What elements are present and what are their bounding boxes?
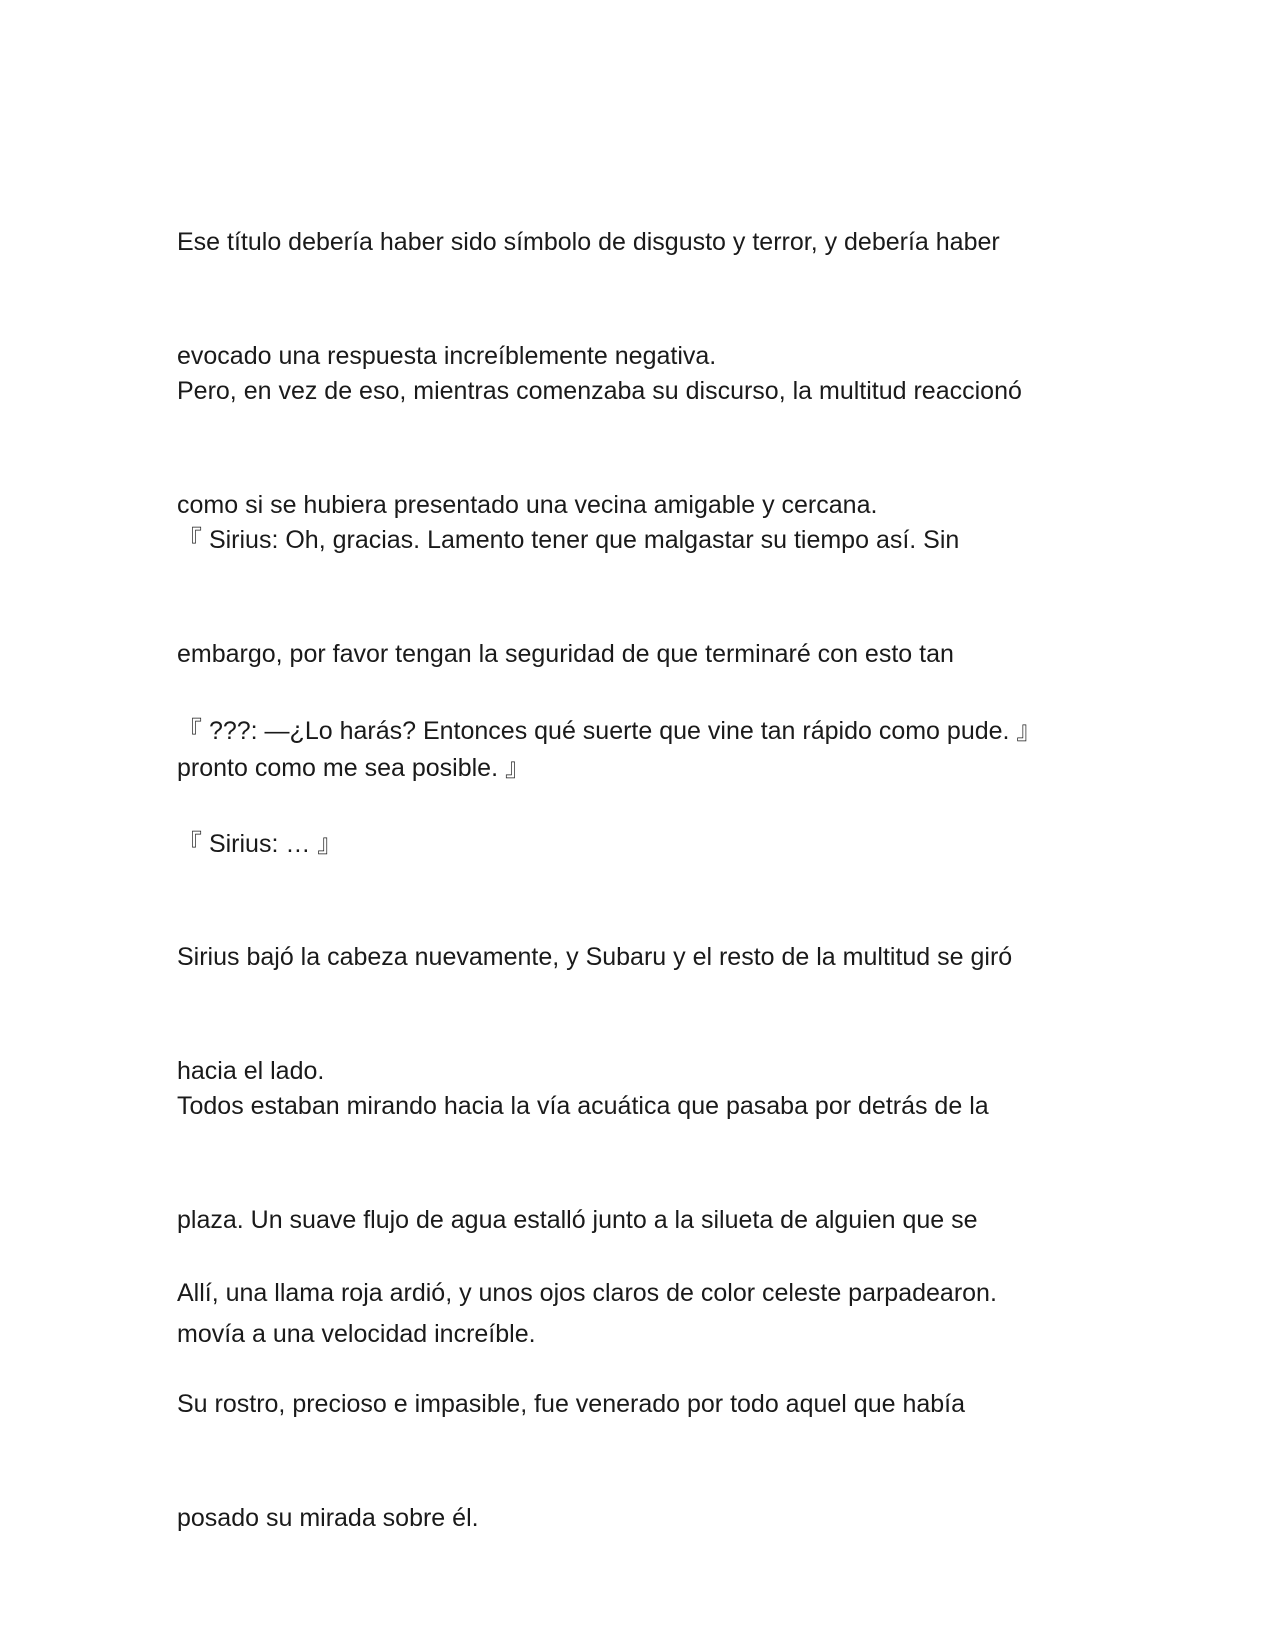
paragraph-line: plaza. Un suave flujo de agua estalló junto a la silueta de alguien que se <box>177 1206 978 1234</box>
paragraph-line: evocado una respuesta increíblemente negativa. <box>177 342 717 370</box>
paragraph-line: posado su mirada sobre él. <box>177 1504 479 1532</box>
paragraph-line: hacia el lado. <box>177 1057 325 1085</box>
paragraph-line: 『 ???: —¿Lo harás? Entonces qué suerte que vine tan rápido como pude. 』 <box>177 717 1042 745</box>
paragraph-line: Allí, una llama roja ardió, y unos ojos claros de color celeste parpadearon. <box>177 1279 997 1307</box>
paragraph-line: Ese título debería haber sido símbolo de disgusto y terror, y debería haber <box>177 228 1000 256</box>
paragraph-line: movía a una velocidad increíble. <box>177 1320 536 1348</box>
paragraph-line: embargo, por favor tengan la seguridad de que terminaré con esto tan <box>177 640 954 668</box>
paragraph-line: como si se hubiera presentado una vecina amigable y cercana. <box>177 491 878 519</box>
paragraph-line: pronto como me sea posible. 』 <box>177 754 530 782</box>
paragraph-line: 『 Sirius: … 』 <box>177 830 343 858</box>
paragraph-line: Todos estaban mirando hacia la vía acuática que pasaba por detrás de la <box>177 1092 989 1120</box>
paragraph-line: Sirius bajó la cabeza nuevamente, y Subaru y el resto de la multitud se giró <box>177 943 1013 971</box>
paragraph-line: 『 Sirius: Oh, gracias. Lamento tener que malgastar su tiempo así. Sin <box>177 526 960 554</box>
paragraph-line: Su rostro, precioso e impasible, fue venerado por todo aquel que había <box>177 1390 966 1418</box>
paragraph-9 <box>177 1309 1087 1613</box>
paragraph-line: Pero, en vez de eso, mientras comenzaba su discurso, la multitud reaccionó <box>177 377 1022 405</box>
